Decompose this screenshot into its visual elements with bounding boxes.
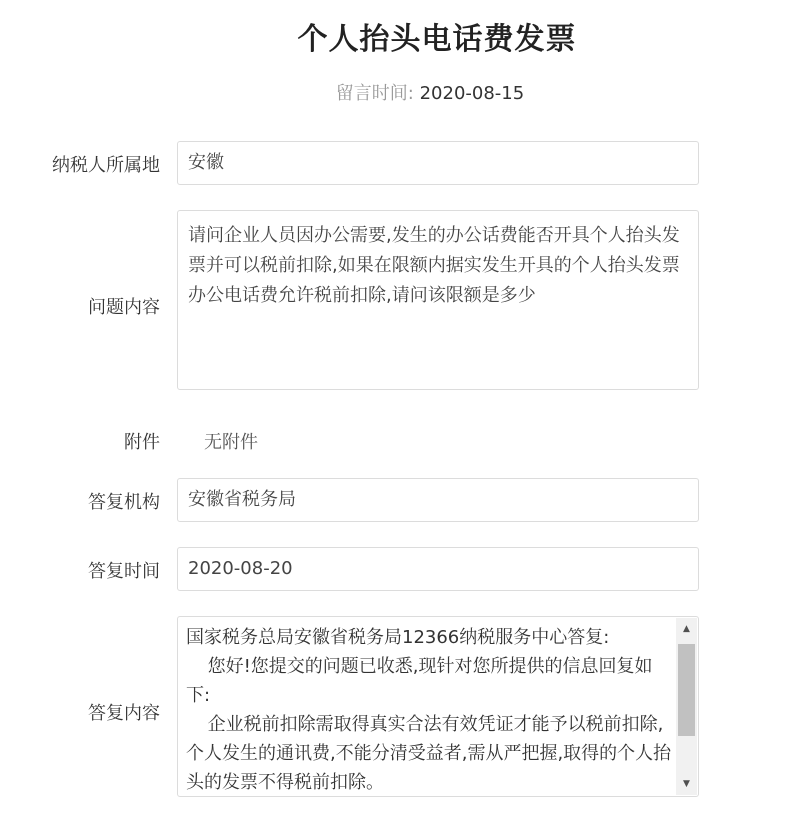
taxpayer-location-label: 纳税人所属地 — [52, 155, 160, 176]
scroll-down-icon[interactable]: ▼ — [683, 779, 690, 789]
post-date-label: 留言时间: — [335, 83, 414, 104]
reply-content-field[interactable] — [177, 616, 699, 797]
page-title: 个人抬头电话费发票 — [297, 22, 577, 57]
reply-paragraph: 您好!您提交的问题已收悉,现针对您所提供的信息回复如下: — [186, 656, 653, 706]
reply-org-label: 答复机构 — [88, 492, 160, 513]
reply-org-field[interactable]: 安徽省税务局 — [177, 478, 699, 522]
reply-time-field[interactable]: 2020-08-20 — [177, 547, 699, 591]
question-label: 问题内容 — [88, 297, 160, 318]
scroll-up-icon[interactable]: ▲ — [683, 624, 690, 634]
reply-content-text — [186, 623, 672, 797]
taxpayer-location-field[interactable]: 安徽 — [177, 141, 699, 185]
attachment-label: 附件 — [124, 432, 160, 453]
attachment-value: 无附件 — [204, 432, 258, 453]
reply-scrollbar[interactable] — [676, 618, 697, 795]
reply-content-label: 答复内容 — [88, 703, 160, 724]
post-date — [0, 79, 800, 105]
post-date-value: 2020-08-15 — [419, 83, 525, 104]
reply-time-label: 答复时间 — [88, 561, 160, 582]
reply-paragraph: 企业税前扣除需取得真实合法有效凭证才能予以税前扣除,个人发生的通讯费,不能分清受益者,需从严把握,取得的个人抬头的发票不得税前扣除。 — [186, 714, 672, 793]
question-field[interactable]: 请问企业人员因办公需要,发生的办公话费能否开具个人抬头发票并可以税前扣除,如果在限额内据实发生开具的个人抬头发票办公电话费允许税前扣除,请问该限额是多少 — [177, 210, 699, 390]
scroll-thumb[interactable] — [678, 644, 695, 736]
reply-paragraph: 国家税务总局安徽省税务局12366纳税服务中心答复: — [186, 627, 610, 648]
